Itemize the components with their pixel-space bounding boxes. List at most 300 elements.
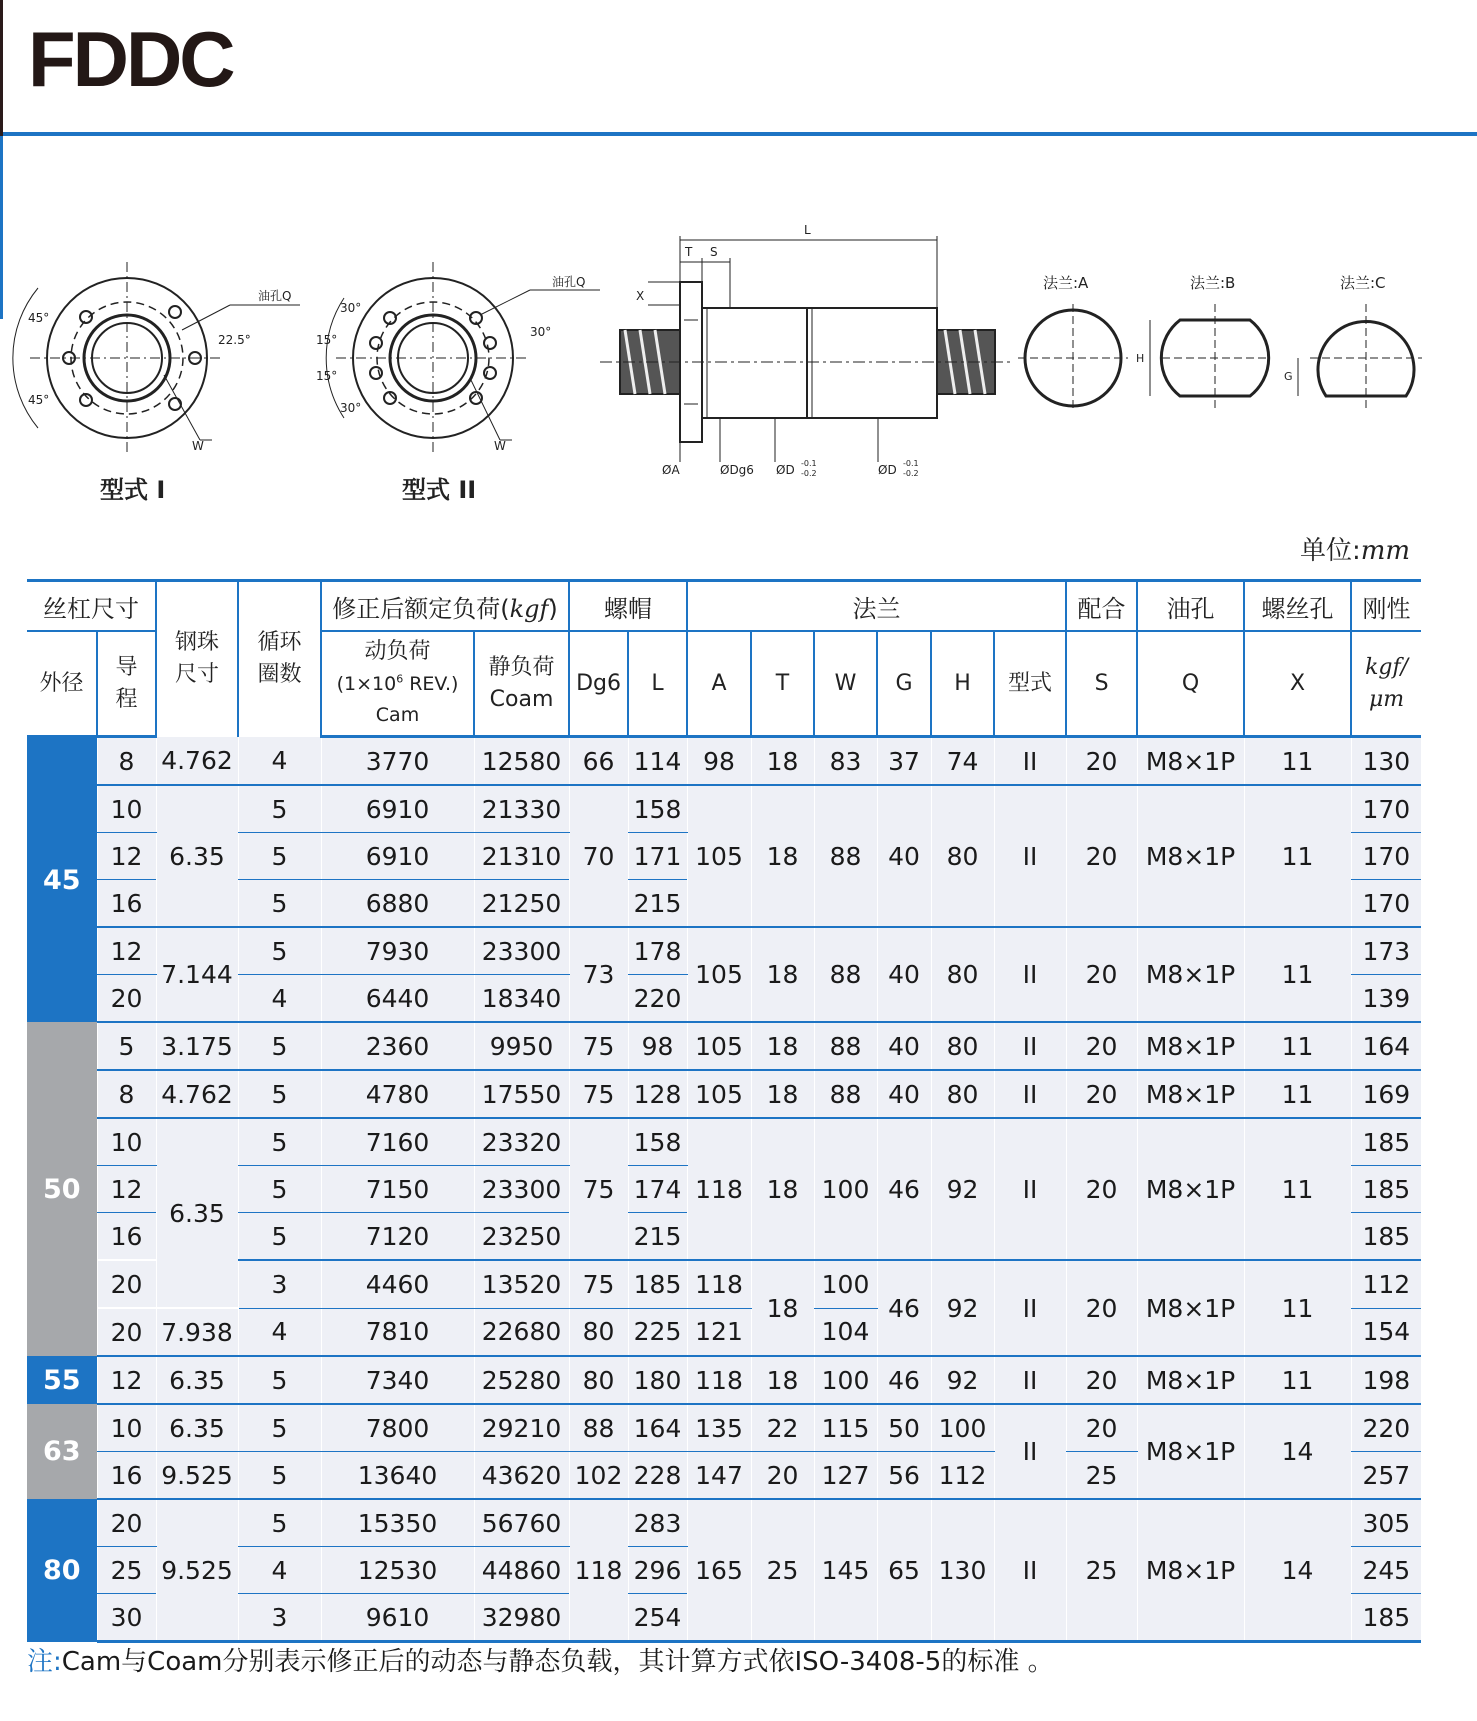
cell: 15350 [321, 1499, 474, 1547]
cell: 2360 [321, 1022, 474, 1070]
table-row [27, 1499, 1421, 1547]
cell: 23320 [474, 1118, 569, 1166]
hdr-screw-hole: 螺丝孔 [1244, 581, 1351, 632]
cell: 75 [569, 1260, 628, 1308]
cell: 16 [97, 1452, 156, 1500]
cell: 7800 [321, 1404, 474, 1452]
cell: 6910 [321, 785, 474, 833]
cell: 21250 [474, 880, 569, 928]
cell: 11 [1244, 1070, 1351, 1118]
type1-caption: 型式 I [100, 476, 166, 504]
cell: 20 [97, 1308, 156, 1356]
cell: 40 [877, 1022, 931, 1070]
cell: 11 [1244, 785, 1351, 927]
cell: 18 [751, 785, 814, 927]
hdr-type: 型式 [994, 631, 1066, 737]
cell: 5 [238, 1118, 321, 1166]
cell: 5 [238, 785, 321, 833]
cell: 118 [687, 1260, 751, 1308]
type1-angle-b: 22.5° [218, 333, 251, 347]
cell: 115 [814, 1404, 877, 1452]
table-row [27, 1118, 1421, 1166]
hdr-oil: 油孔 [1137, 581, 1244, 632]
cell: 283 [628, 1499, 687, 1547]
footnote-label: 注: [27, 1647, 62, 1677]
cell: 7120 [321, 1213, 474, 1261]
hdr-k [1351, 631, 1421, 737]
hdr-dyn-2d: REV.) [403, 672, 459, 695]
cell: 4 [238, 737, 321, 786]
table-row [27, 785, 1421, 833]
cell: 185 [1351, 1118, 1421, 1166]
cell: 10 [97, 785, 156, 833]
cell: 12 [97, 1166, 156, 1213]
unit-prefix: 单位: [1300, 536, 1361, 566]
hdr-nut: 螺帽 [569, 581, 687, 632]
cell: II [994, 1118, 1066, 1260]
cell: 173 [1351, 927, 1421, 975]
hdr-circuits-2: 圈数 [257, 662, 302, 688]
cell: 43620 [474, 1452, 569, 1500]
cell: 10 [97, 1404, 156, 1452]
hdr-circuits [238, 581, 321, 737]
cell: 4780 [321, 1070, 474, 1118]
cell: 12580 [474, 737, 569, 786]
cell: 104 [814, 1308, 877, 1356]
cell: M8×1P [1137, 1118, 1244, 1260]
cell: II [994, 1070, 1066, 1118]
cell: 7340 [321, 1356, 474, 1404]
cell: M8×1P [1137, 785, 1244, 927]
type2-angle-e: 30° [530, 325, 552, 339]
cell: 30 [97, 1594, 156, 1642]
cell: 100 [814, 1118, 877, 1260]
cell: 102 [569, 1452, 628, 1500]
cell: 180 [628, 1356, 687, 1404]
table-row [27, 1356, 1421, 1404]
type2-caption: 型式 II [402, 476, 477, 504]
cell: 4.762 [156, 1070, 238, 1118]
od-80: 80 [27, 1499, 97, 1642]
title-rule [3, 132, 1477, 136]
cell: 6.35 [156, 1356, 238, 1404]
cell: 3 [238, 1594, 321, 1642]
cell: 118 [687, 1118, 751, 1260]
side-t-label: T [685, 245, 693, 259]
type1-oil-hole-label: 油孔Q [258, 289, 292, 303]
cell: M8×1P [1137, 1404, 1244, 1499]
cell: 7.144 [156, 927, 238, 1022]
cell: 37 [877, 737, 931, 786]
cell: 8 [97, 737, 156, 786]
cell: 112 [1351, 1260, 1421, 1308]
cell: II [994, 1404, 1066, 1499]
cell: 16 [97, 880, 156, 928]
cell: 215 [628, 1213, 687, 1261]
cell: 40 [877, 1070, 931, 1118]
type2-oil-hole-label: 油孔Q [552, 275, 586, 289]
cell: 88 [814, 785, 877, 927]
hdr-dynamic [321, 631, 474, 737]
cell: 174 [628, 1166, 687, 1213]
cell: 80 [569, 1356, 628, 1404]
cell: 20 [751, 1452, 814, 1500]
cell: 5 [238, 1356, 321, 1404]
side-dia-a: ØA [662, 463, 680, 477]
cell: 23300 [474, 927, 569, 975]
cell: II [994, 1260, 1066, 1356]
cell: 164 [628, 1404, 687, 1452]
cell: 4 [238, 1308, 321, 1356]
cell: 8 [97, 1070, 156, 1118]
cell: 20 [97, 1260, 156, 1308]
cell: 92 [931, 1118, 994, 1260]
cell: 121 [687, 1308, 751, 1356]
cell: 25 [97, 1547, 156, 1594]
cell: 20 [1066, 1356, 1137, 1404]
hdr-stiffness: 刚性 [1351, 581, 1421, 632]
cell: M8×1P [1137, 1356, 1244, 1404]
cell: 3770 [321, 737, 474, 786]
cell: 29210 [474, 1404, 569, 1452]
footnote-text: Cam与Coam分别表示修正后的动态与静态负载，其计算方式依ISO-3408-5的标准 。 [61, 1647, 1054, 1677]
cell: 21310 [474, 833, 569, 880]
cell: 165 [687, 1499, 751, 1642]
cell: 20 [1066, 1070, 1137, 1118]
side-dia-dg6: ØDg6 [720, 463, 754, 477]
cell: 18 [751, 1260, 814, 1356]
cell: 11 [1244, 737, 1351, 786]
cell: 254 [628, 1594, 687, 1642]
hdr-lead-1: 导 [115, 654, 138, 680]
cell: 154 [1351, 1308, 1421, 1356]
cell: 74 [931, 737, 994, 786]
cell: 13640 [321, 1452, 474, 1500]
flange-b-label: 法兰:B [1190, 274, 1236, 292]
cell: M8×1P [1137, 1499, 1244, 1642]
cell: 105 [687, 785, 751, 927]
cell: 80 [931, 927, 994, 1022]
table-row [27, 1070, 1421, 1118]
cell: 169 [1351, 1070, 1421, 1118]
hdr-load-unit: kgf [509, 594, 549, 623]
cell: 20 [1066, 927, 1137, 1022]
cell: 5 [97, 1022, 156, 1070]
title-accent-bar [0, 0, 3, 136]
side-s-label: S [710, 245, 718, 259]
type1-front-view [13, 262, 300, 452]
hdr-fit: 配合 [1066, 581, 1137, 632]
cell: 20 [97, 1499, 156, 1547]
side-tol-low-1: -0.2 [801, 469, 817, 478]
cell: 92 [931, 1260, 994, 1356]
cell: 112 [931, 1452, 994, 1500]
cell: 130 [931, 1499, 994, 1642]
cell: 228 [628, 1452, 687, 1500]
flange-shapes [1018, 304, 1422, 412]
cell: 7810 [321, 1308, 474, 1356]
cell: 92 [931, 1356, 994, 1404]
type2-angle-c: 15° [316, 369, 338, 383]
cell: 6440 [321, 975, 474, 1023]
type2-angle-d: 30° [340, 401, 362, 415]
cell: 18 [751, 1356, 814, 1404]
cell: 11 [1244, 1022, 1351, 1070]
cell: 5 [238, 1499, 321, 1547]
cell: 46 [877, 1118, 931, 1260]
cell: 80 [569, 1308, 628, 1356]
cell: 5 [238, 1213, 321, 1261]
flange-g-label: G [1284, 370, 1293, 383]
cell: 46 [877, 1260, 931, 1356]
side-l-label: L [804, 223, 811, 237]
cell: 4.762 [156, 737, 238, 786]
side-tol-up-1: -0.1 [801, 459, 817, 468]
cell: 80 [931, 785, 994, 927]
cell: 3.175 [156, 1022, 238, 1070]
flange-c-label: 法兰:C [1340, 274, 1386, 292]
cell: 9.525 [156, 1452, 238, 1500]
od-45: 45 [27, 737, 97, 1023]
hdr-dyn-2 [337, 673, 459, 695]
cell: 10 [97, 1118, 156, 1166]
hdr-screw-size: 丝杠尺寸 [27, 581, 156, 632]
cell: 5 [238, 1166, 321, 1213]
cell: M8×1P [1137, 737, 1244, 786]
hdr-static [474, 631, 569, 737]
hdr-k-1: kgf/ [1365, 654, 1409, 680]
cell: 12 [97, 1356, 156, 1404]
hdr-circuits-1: 循环 [257, 630, 302, 656]
cell: 135 [687, 1404, 751, 1452]
cell: 6.35 [156, 1404, 238, 1452]
od-55: 55 [27, 1356, 97, 1404]
cell: 22680 [474, 1308, 569, 1356]
cell: 56 [877, 1452, 931, 1500]
cell: 114 [628, 737, 687, 786]
cell: 75 [569, 1022, 628, 1070]
hdr-l: L [628, 631, 687, 737]
side-tol-up-2: -0.1 [903, 459, 919, 468]
hdr-dyn-1: 动负荷 [364, 638, 431, 664]
cell: 25280 [474, 1356, 569, 1404]
cell: 6910 [321, 833, 474, 880]
od-63: 63 [27, 1404, 97, 1499]
cell: 11 [1244, 1260, 1351, 1356]
cell: 7.938 [156, 1308, 238, 1356]
cell: 7930 [321, 927, 474, 975]
hdr-dg6: Dg6 [569, 631, 628, 737]
hdr-stat-1: 静负荷 [488, 654, 555, 680]
cell: 20 [1066, 1022, 1137, 1070]
cell: M8×1P [1137, 1022, 1244, 1070]
page-title: FDDC [28, 15, 233, 103]
table-row [27, 927, 1421, 975]
cell: 139 [1351, 975, 1421, 1023]
type2-labels [316, 274, 585, 453]
cell: 88 [814, 927, 877, 1022]
cell: 12 [97, 833, 156, 880]
type1-w-label: W [192, 439, 204, 453]
cell: 4 [238, 1547, 321, 1594]
cell: 22 [751, 1404, 814, 1452]
cell: 20 [1066, 1118, 1137, 1260]
hdr-ball-2: 尺寸 [174, 662, 219, 688]
cell: 128 [628, 1070, 687, 1118]
type2-w-label: W [494, 439, 506, 453]
cell: 23250 [474, 1213, 569, 1261]
cell: 80 [931, 1070, 994, 1118]
cell: 5 [238, 1404, 321, 1452]
cell: 4460 [321, 1260, 474, 1308]
type2-angle-b: 15° [316, 333, 338, 347]
cell: 18 [751, 1118, 814, 1260]
cell: 100 [931, 1404, 994, 1452]
cell: 98 [628, 1022, 687, 1070]
hdr-dyn-2a: (1 [336, 672, 357, 695]
technical-drawing [0, 200, 1477, 510]
cell: 21330 [474, 785, 569, 833]
cell: 12530 [321, 1547, 474, 1594]
table-row [27, 1404, 1421, 1452]
type2-angle-a: 30° [340, 301, 362, 315]
cell: M8×1P [1137, 1070, 1244, 1118]
cell: 305 [1351, 1499, 1421, 1547]
type2-front-view [326, 262, 600, 452]
cell: 185 [628, 1260, 687, 1308]
hdr-a: A [687, 631, 751, 737]
cell: 130 [1351, 737, 1421, 786]
cell: II [994, 1356, 1066, 1404]
hdr-g: G [877, 631, 931, 737]
cell: 40 [877, 927, 931, 1022]
flange-labels [1043, 274, 1386, 383]
cell: 18 [751, 1070, 814, 1118]
cell: 185 [1351, 1213, 1421, 1261]
cell: 13520 [474, 1260, 569, 1308]
cell: 4 [238, 975, 321, 1023]
cell: 16 [97, 1213, 156, 1261]
cell: 5 [238, 833, 321, 880]
hdr-x: X [1244, 631, 1351, 737]
cell: 158 [628, 1118, 687, 1166]
cell: 5 [238, 927, 321, 975]
cell: 7160 [321, 1118, 474, 1166]
cell: 245 [1351, 1547, 1421, 1594]
cell: 11 [1244, 1356, 1351, 1404]
cell: 98 [687, 737, 751, 786]
cell: 5 [238, 1070, 321, 1118]
cell: 105 [687, 1070, 751, 1118]
cell: 158 [628, 785, 687, 833]
hdr-stat-2: Coam [489, 686, 554, 712]
cell: 105 [687, 927, 751, 1022]
hdr-s: S [1066, 631, 1137, 737]
cell: 7150 [321, 1166, 474, 1213]
side-dia-d1: ØD [776, 463, 795, 477]
cell: 73 [569, 927, 628, 1022]
cell: 88 [814, 1022, 877, 1070]
hdr-t: T [751, 631, 814, 737]
cell: 75 [569, 1070, 628, 1118]
cell: 75 [569, 1118, 628, 1260]
unit-value: mm [1360, 536, 1411, 566]
cell: 88 [569, 1404, 628, 1452]
cell: 170 [1351, 785, 1421, 833]
hdr-load-close: ) [548, 594, 558, 623]
table-row [27, 1022, 1421, 1070]
unit-label [1300, 530, 1410, 567]
hdr-load-text: 修正后额定负荷( [332, 594, 510, 623]
footnote [27, 1641, 1054, 1678]
cell: 11 [1244, 1118, 1351, 1260]
cell: 3 [238, 1260, 321, 1308]
cell: 46 [877, 1356, 931, 1404]
cell: 171 [628, 833, 687, 880]
cell: 88 [814, 1070, 877, 1118]
hdr-lead [97, 631, 156, 737]
hdr-lead-2: 程 [115, 686, 138, 712]
cell: 25 [1066, 1452, 1137, 1500]
side-x-label: X [636, 289, 645, 303]
hdr-od: 外径 [27, 631, 97, 737]
cell: M8×1P [1137, 1260, 1244, 1356]
cell: 225 [628, 1308, 687, 1356]
cell: 18340 [474, 975, 569, 1023]
hdr-dyn-3: Cam [375, 704, 420, 727]
cell: 220 [628, 975, 687, 1023]
cell: 100 [814, 1260, 877, 1308]
cell: 17550 [474, 1070, 569, 1118]
cell: 20 [1066, 785, 1137, 927]
hdr-dyn-2b: ×10 [356, 672, 397, 695]
cell: 6.35 [156, 785, 238, 927]
side-view [600, 236, 1010, 462]
hdr-q: Q [1137, 631, 1244, 737]
hdr-dyn-2c: 6 [396, 672, 404, 686]
cell: II [994, 1022, 1066, 1070]
od-50: 50 [27, 1022, 97, 1356]
cell: II [994, 785, 1066, 927]
cell: 9950 [474, 1022, 569, 1070]
cell: M8×1P [1137, 927, 1244, 1022]
cell: 100 [814, 1356, 877, 1404]
flange-h-label: H [1136, 352, 1145, 365]
hdr-h: H [931, 631, 994, 737]
side-dia-d2: ØD [878, 463, 897, 477]
cell: 20 [1066, 1260, 1137, 1356]
cell: 185 [1351, 1166, 1421, 1213]
cell: 20 [97, 975, 156, 1023]
cell: 164 [1351, 1022, 1421, 1070]
table-row [27, 737, 1421, 786]
cell: 127 [814, 1452, 877, 1500]
hdr-load [321, 581, 569, 632]
type1-angle-a: 45° [28, 311, 50, 325]
cell: 80 [931, 1022, 994, 1070]
cell: 9.525 [156, 1499, 238, 1642]
cell: II [994, 737, 1066, 786]
cell: 118 [687, 1356, 751, 1404]
cell: 40 [877, 785, 931, 927]
cell: 25 [751, 1499, 814, 1642]
cell: 70 [569, 785, 628, 927]
cell: 18 [751, 1022, 814, 1070]
hdr-ball [156, 581, 238, 737]
cell: II [994, 1499, 1066, 1642]
cell: 25 [1066, 1499, 1137, 1642]
cell: 147 [687, 1452, 751, 1500]
